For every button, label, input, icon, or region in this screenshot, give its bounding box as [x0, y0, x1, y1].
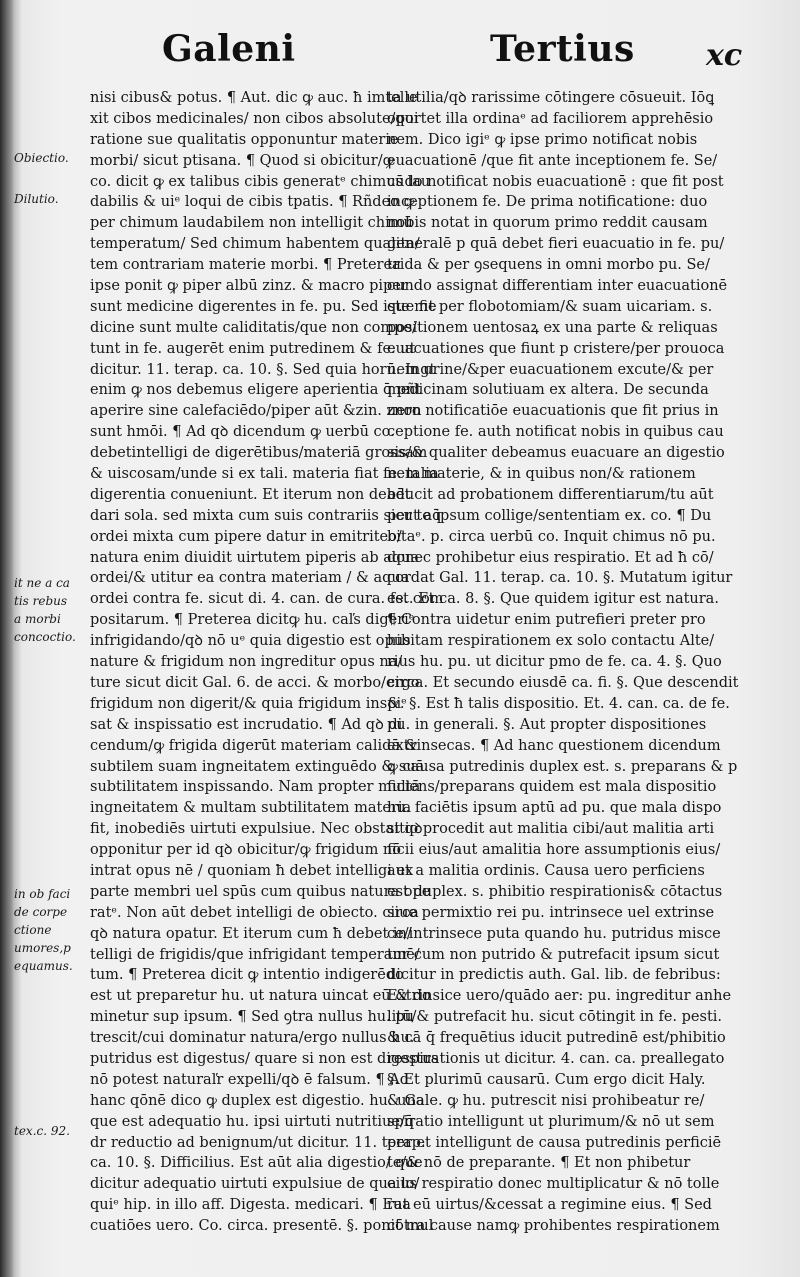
text-line: ca. 10. §. Difficilius. Est aūt alia digestio/ que [90, 1155, 423, 1172]
text-line: temperatum/ Sed chimum habentem qualita/ [90, 236, 420, 253]
text-line: nobis notat in quorum primo reddit causam [387, 215, 708, 232]
text-line: &. §. Est ħ talis dispositio. Et. 4. can. ca. de fe. [387, 695, 730, 712]
text-line: est duplex. s. phibitio respirationis& cōtactus [387, 883, 723, 900]
text-line: aperire sine calefaciēdo/piper aūt &zin. znon [90, 403, 422, 420]
text-line: sitio procedit aut malitia cibi/aut malitia arti [387, 821, 715, 838]
text-line: natura enim diuidit uirtutem piperis ab aqua [90, 549, 420, 566]
text-line: cordat Gal. 11. terap. ca. 10. §. Mutatum igitur [387, 570, 733, 587]
text-line: dabilis & uiᵉ loqui de cibis tpatis. ¶ Rñdeo ꝙ [90, 194, 415, 211]
text-line: cuatiōes uero. Co. circa. presentē. §. ponit mul [90, 1218, 434, 1235]
text-line: positarum. ¶ Preterea dicitꝙ hu. caľs digeriᵉ [90, 612, 415, 629]
text-line: est. Et ca. 8. §. Que quidem igitur est natura. [387, 591, 719, 608]
text-line: nō potest naturaľr expelli/qꝺ ē falsum. ¶ Ad [90, 1071, 410, 1088]
text-line: dicitur. 11. terap. ca. 10. §. Sed quia horū. Ingt [90, 361, 436, 378]
text-line: ingneitatem & multam subtilitatem materia [90, 800, 412, 817]
text-line: uero notificatiōe euacuationis que fit prius in [387, 403, 719, 420]
text-line: ordei mixta cum pipere datur in emitriteo/ [90, 528, 402, 545]
text-line: que est adequatio hu. ipsi uirtuti nutritiue/q̄ [90, 1113, 415, 1130]
text-line: quiᵉ hip. in illo aff. Digesta. medicari. ¶ Eua [90, 1197, 411, 1214]
text-line: ordei contra fe. sicut di. 4. can. de cura. fe. com [90, 591, 444, 608]
text-line: cundo assignat differentiam inter euacuationē [387, 278, 728, 295]
text-line: & Gale. ꝙ hu. putrescit nisi prohibeatur re/ [387, 1092, 705, 1109]
text-line: subtilitatem inspissando. Nam propter multā [90, 779, 421, 796]
text-line: ordei/& utitur ea contra materiam / & aqua [90, 570, 410, 587]
text-line: qꝺ natura opatur. Et iterum cum ħ debet in/ [90, 925, 412, 942]
text-line: ratione sue qualitatis opponuntur materie [90, 131, 399, 148]
text-line: rat eū uirtus/&cessat a regimine eius. ¶ Sed [387, 1197, 712, 1214]
text-line: respirationis ut dicitur. 4. can. ca. preallegato [387, 1050, 725, 1067]
text-line: generalē p quā debet fieri euacuatio in fe. pu/ [387, 236, 725, 253]
text-line: aut a malitia ordinis. Causa uero perficiens [387, 862, 705, 879]
text-line: per chimum laudabilem non intelligit chimū [90, 215, 413, 232]
text-line: ta utilia/qꝺ rarissime cōtingere cōsueuit. Iōꝗ [387, 90, 715, 106]
margin-note: tex.c. 92. [14, 1124, 70, 1138]
margin-note: Obiectio. [14, 151, 69, 165]
folio-number: xc [706, 38, 743, 73]
text-line: ficiens/preparans quidem est mala dispositio [387, 779, 717, 796]
gutter-shadow [0, 0, 14, 1277]
text-line: euacuationes que fiunt p cristere/per prouoca [387, 340, 725, 357]
text-line: intrat opus nē / quoniam ħ debet intelligi ex [90, 862, 414, 879]
text-line: cūdo notificat nobis euacuationē : que fit post [387, 173, 724, 190]
text-line: telligi de frigidis/que infrigidant temperamē/ [90, 946, 420, 963]
text-line: dari sola. sed mixta cum suis contrariis sicut aq̄ [90, 507, 442, 524]
running-head-right: Tertius [490, 28, 635, 70]
text-line: frigidum non digerit/& quia frigidum inspiᵉ [90, 695, 407, 712]
text-line: tem contrariam materie morbi. ¶ Preterea [90, 257, 401, 274]
text-line: ceptione fe. auth notificat nobis in quibus cau [387, 424, 724, 441]
text-line: ipse ponit ꝙ piper albū zinz. & macro piper [90, 278, 408, 295]
margin-note: Dilutio. [14, 192, 59, 206]
text-line: per te ipsum collige/sententiam ex. co. ¶ Du [387, 507, 712, 524]
margin-note: ctione [14, 923, 52, 937]
text-line: tur cum non putrido & putrefacit ipsum sicut [387, 946, 720, 963]
text-line: hu. faciētis ipsum aptū ad pu. que mala dispo [387, 800, 722, 817]
text-line: circa. Et secundo eiusdē ca. fi. §. Que descendit [387, 674, 739, 691]
text-line: §. Et plurimū causarū. Cum ergo dicit Haly. [387, 1071, 706, 1088]
text-line: co. dicit ꝙ ex talibus cibis generatᵉ chimus lau [90, 173, 431, 190]
text-line: sis/& qualiter debeamus euacuare an digestio [387, 445, 725, 462]
text-line: ficii eius/aut amalitia hore assumptionis eius/ [387, 842, 721, 859]
text-line: minetur sup ipsum. ¶ Sed ꝯtra nullus hu. pu [90, 1009, 414, 1026]
text-line: trida & per ꝯsequens in omni morbo pu. Se/ [387, 257, 710, 274]
text-line: infrigidando/qꝺ nō uᵉ quia digestio est opus [90, 633, 411, 650]
margin-note: de corpe [14, 905, 68, 919]
margin-note: in ob faci [14, 887, 71, 901]
text-line: dicitur adequatio uirtuti expulsiue de qua lo/ [90, 1176, 420, 1193]
running-head-left: Galeni [162, 28, 296, 70]
margin-note: it ne a ca [14, 576, 70, 590]
text-line: trescit/cui dominatur natura/ergo nullus hu. [90, 1030, 415, 1047]
text-line: pu. in generali. §. Aut propter dispositiones [387, 716, 707, 733]
text-line: nem materie, & in quibus non/& rationem [387, 466, 696, 483]
text-line: euacuationē /que fit ante inceptionem fe. Se/ [387, 152, 718, 169]
text-line: parte membri uel spūs cum quibus natura ope [90, 883, 431, 900]
text-line: te/& nō de preparante. ¶ Et non phibetur [387, 1155, 691, 1172]
text-line: morbi/ sicut ptisana. ¶ Quod si obicitur/ꝙ [90, 152, 394, 169]
text-line: eius respiratio donec multiplicatur & nō tolle [387, 1176, 720, 1193]
margin-note: equamus. [14, 959, 73, 973]
margin-note: tis rebus [14, 594, 68, 608]
text-line: ¶ Contra uidetur enim putrefieri preter pro [387, 612, 706, 629]
text-line: & uiscosam/unde si ex tali. materia fiat fe. talia [90, 466, 439, 483]
text-line: cendum/ꝙ frigida digerūt materiam calidā & [90, 737, 418, 754]
text-line: nisi cibus& potus. ¶ Aut. dic ꝙ auc. ħ imtelle [90, 90, 418, 106]
left-text-column [90, 88, 444, 1237]
text-line: aducit ad probationem differentiarum/tu aūt [387, 486, 714, 503]
text-line: positionem uentosaꝝ ex una parte & reliquas [387, 319, 718, 336]
text-line: digerentia conueniunt. Et iterum non debēt [90, 486, 411, 503]
text-line: rius hu. pu. ut dicitur pmo de fe. ca. 4. §. Quo [387, 654, 722, 671]
text-line: sat & inspissatio est incrudatio. ¶ Ad qꝺ di [90, 716, 403, 733]
text-line: enim ꝙ nos debemus eligere aperientia q̄ pñt [90, 382, 422, 399]
text-line: inceptionem fe. De prima notificatione: duo [387, 194, 708, 211]
right-text-column [387, 88, 739, 1237]
text-line: hibitam respirationem ex solo contactu Alte/ [387, 633, 715, 650]
text-line: nem urine/&per euacuationem excute/& per [387, 361, 714, 378]
margin-note: concoctio. [14, 630, 76, 644]
margin-note: a morbi [14, 612, 61, 626]
text-line: subtilem suam ingneitatem extinguēdo & suā [90, 758, 425, 775]
text-line: bitaᵉ. p. circa uerbū co. Inquit chimus nō pu. [387, 528, 716, 545]
text-line: siue permixtio rei pu. intrinsece uel extrinse [387, 904, 715, 921]
text-line: tum. ¶ Preterea dicit ꝙ intentio indigerēdo [90, 967, 404, 984]
text-line: debetintelligi de digerētibus/materiā grossam [90, 445, 428, 462]
text-line: donec prohibetur eius respiratio. Et ad ħ cō/ [387, 549, 714, 566]
text-line: medicinam solutiuam ex altera. De secunda [387, 382, 709, 399]
text-line: spiratio intelligunt ut plurimum/& nō ut sem [387, 1113, 715, 1130]
text-line: Extrinsice uero/quādo aer: pu. ingreditur anhe [387, 988, 732, 1005]
text-line: tunt in fe. augerēt enim putredinem & fe. ut [90, 340, 416, 357]
text-line: que fit per flobotomiam/& suam uicariam. s. [387, 298, 713, 315]
text-line: opponitur per id qꝺ obicitur/ꝙ frigidum nō [90, 842, 402, 859]
text-line: dicitur in predictis auth. Gal. lib. de febribus: [387, 967, 721, 984]
text-line: extrinsecas. ¶ Ad hanc questionem dicendum [387, 737, 721, 754]
text-line: fit, inobediēs uirtuti expulsiue. Nec obstat qꝺ [90, 821, 423, 838]
text-line: ꝙ causa putredinis duplex est. s. preparans & p [387, 758, 738, 775]
text-line: litū/& putrefacit hu. sicut cōtingit in fe. pesti. [387, 1009, 723, 1026]
text-line: hanc qōnē dico ꝙ duplex est digestio. hu. una [90, 1092, 425, 1109]
text-line: ture sicut dicit Gal. 6. de acci. & morbo/ergo [90, 674, 420, 691]
text-line: oportet illa ordinaᵉ ad faciliorem apprehēsio [387, 110, 714, 127]
text-line: per et intelligunt de causa putredinis perficiē [387, 1134, 722, 1151]
text-line: nem. Dico igiᵉ ꝙ ipse primo notificat nobis [387, 131, 698, 148]
text-line: ratᵉ. Non aūt debet intelligi de obiecto. circa [90, 904, 419, 921]
text-line: putridus est digestus/ quare si non est digestus [90, 1050, 439, 1067]
margin-note: umores,p [14, 941, 71, 955]
text-line: nature & frigidum non ingreditur opus na/ [90, 654, 403, 671]
text-line: ce/intrinsece puta quando hu. putridus misce [387, 925, 721, 942]
text-line: est ut preparetur hu. ut natura uincat eū & do [90, 988, 431, 1005]
text-line: sunt medicine digerentes in fe. pu. Sed iste me [90, 298, 437, 315]
text-line: cōtra cause namꝙ prohibentes respirationem [387, 1218, 720, 1235]
text-line: & cā q̄ frequētius iducit putredinē est/phibitio [387, 1030, 726, 1047]
text-line: dr reductio ad benignum/ut dicitur. 11. terap. [90, 1134, 426, 1151]
text-line: sunt hmōi. ¶ Ad qꝺ dicendum ꝙ uerbū co. [90, 424, 395, 441]
text-line: xit cibos medicinales/ non cibos absolute/qui [90, 110, 419, 127]
text-line: dicine sunt multe caliditatis/que non compe/ [90, 319, 417, 336]
